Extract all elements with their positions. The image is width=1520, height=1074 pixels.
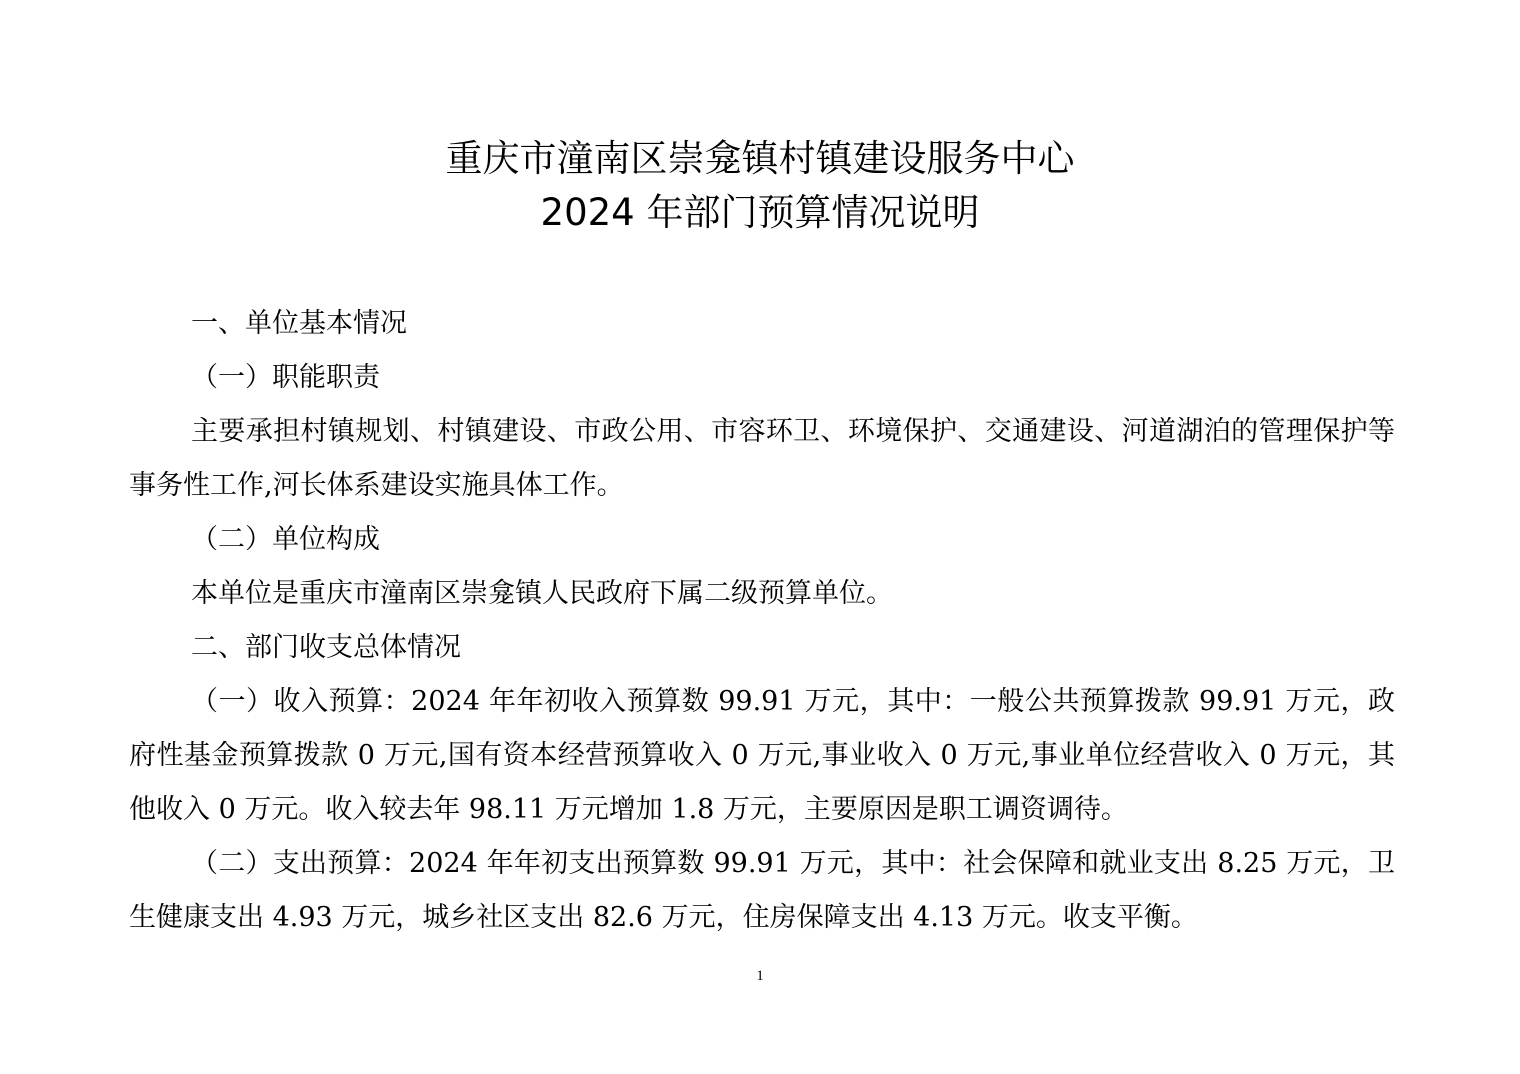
subsection-heading-duties: （一）职能职责 xyxy=(191,362,380,393)
paragraph-expenditure-budget: （二）支出预算：2024 年年初支出预算数 99.91 万元，其中：社会保障和就业支出 8.25 万元，卫生健康支出 4.93 万元，城乡社区支出 82.6 万元，住房保障支出 4.13 万元。收支平衡。 xyxy=(129,848,1395,933)
title-line-1: 重庆市潼南区崇龛镇村镇建设服务中心 xyxy=(445,137,1075,180)
section-heading-budget-overview: 二、部门收支总体情况 xyxy=(191,632,461,663)
paragraph-composition: 本单位是重庆市潼南区崇龛镇人民政府下属二级预算单位。 xyxy=(191,578,893,609)
paragraph-income-budget: （一）收入预算：2024 年年初收入预算数 99.91 万元，其中：一般公共预算拨款 99.91 万元，政府性基金预算拨款 0 万元,国有资本经营预算收入 0 万元,事业收入 0 万元,事业单位经营收入 0 万元，其他收入 0 万元。收入较去年 98.11 万元增加 1.8 万元，主要原因是职工调资调待。 xyxy=(129,686,1395,825)
document-body xyxy=(129,297,1395,945)
document-title xyxy=(0,132,1520,240)
title-line-2: 2024 年部门预算情况说明 xyxy=(540,191,980,234)
paragraph-duties: 主要承担村镇规划、村镇建设、市政公用、市容环卫、环境保护、交通建设、河道湖泊的管理保护等事务性工作,河长体系建设实施具体工作。 xyxy=(129,416,1395,501)
subsection-heading-composition: （二）单位构成 xyxy=(191,524,380,555)
page-number: 1 xyxy=(756,968,764,984)
section-heading-basic-info: 一、单位基本情况 xyxy=(191,308,407,339)
